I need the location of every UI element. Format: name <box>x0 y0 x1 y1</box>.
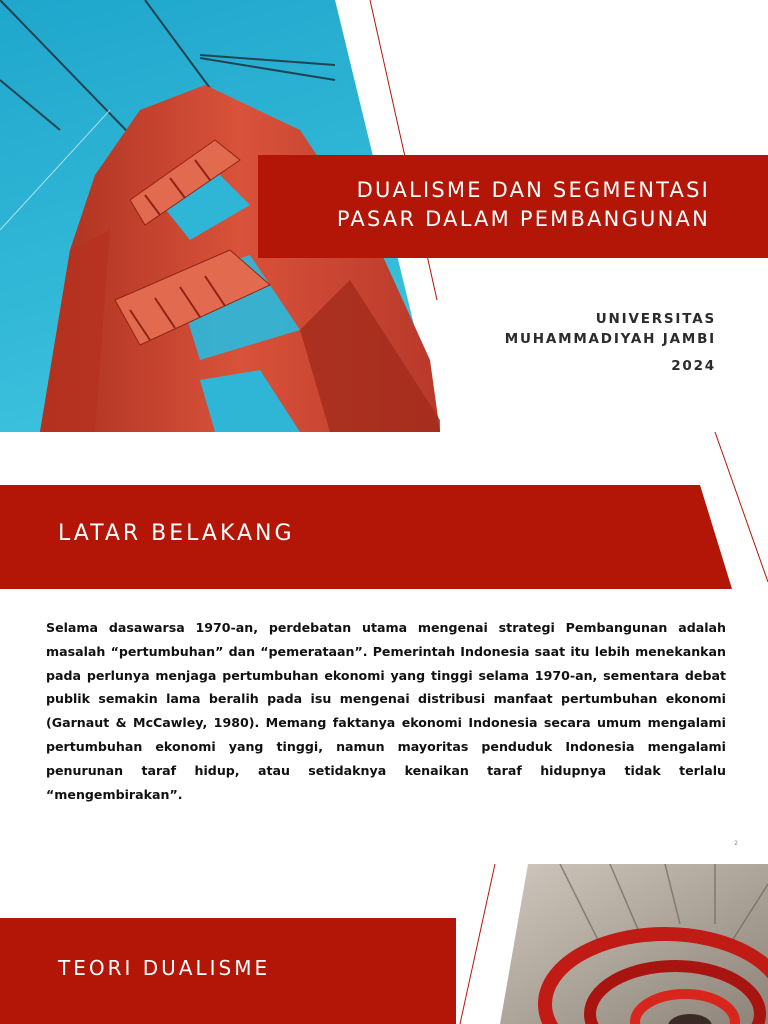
body-paragraph: Selama dasawarsa 1970-an, perdebatan utama mengenai strategi Pembangunan adalah masalah “pertumbuhan” dan “pemerataan”. Pemerintah Indonesia saat itu lebih menekankan pada perlunya menjaga pertumbuhan ekonomi yang tinggi selama 1970-an, sementara debat publik semakin lama beralih pada isu mengenai distribusi manfaat pertumbuhan ekonomi (Garnaut & McCawley, 1980). Memang faktanya ekonomi Indonesia secara umum mengalami pertumbuhan ekonomi yang tinggi, namun mayoritas penduduk Indonesia mengalami penurunan taraf hidup, atau setidaknya kenaikan taraf hidupnya tidak terlalu “mengembirakan”. <box>46 620 726 802</box>
title-line-2: PASAR DALAM PEMBANGUNAN <box>336 207 710 231</box>
section-heading: TEORI DUALISME <box>58 956 271 980</box>
page-number: 2 <box>734 840 738 847</box>
dualism-slide <box>0 864 768 1024</box>
institution-line-1: UNIVERSITAS <box>595 311 716 327</box>
section-heading: LATAR BELAKANG <box>58 521 295 546</box>
institution-line-2: MUHAMMADIYAH JAMBI <box>504 331 716 347</box>
background-slide <box>0 432 768 864</box>
institution-block <box>505 309 716 376</box>
presentation-title <box>258 176 710 234</box>
title-line-1: DUALISME DAN SEGMENTASI <box>356 178 710 202</box>
year-label: 2024 <box>671 358 716 374</box>
title-slide <box>0 0 768 432</box>
staircase-photo <box>500 864 768 1024</box>
accent-diagonal-line <box>455 864 515 1024</box>
